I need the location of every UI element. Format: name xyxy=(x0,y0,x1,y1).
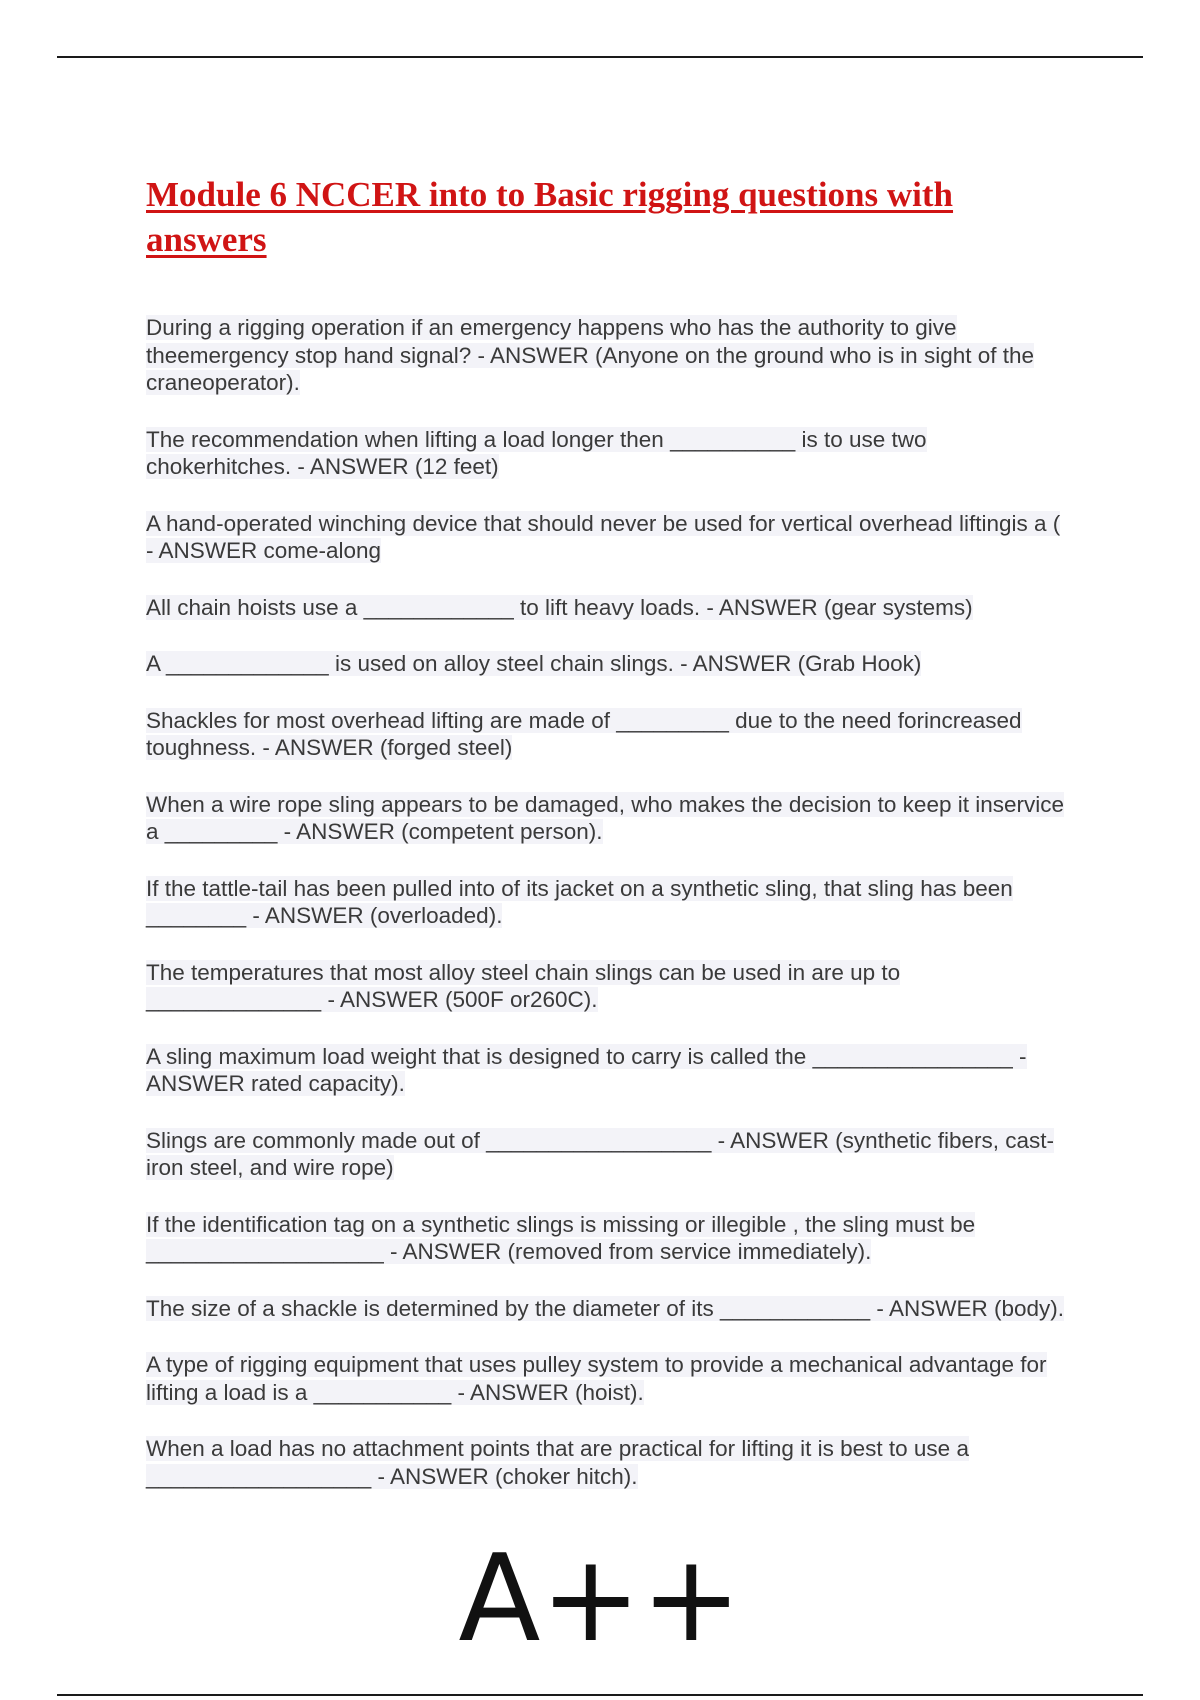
question-item xyxy=(146,594,1066,622)
question-item xyxy=(146,875,1066,930)
question-text: Shackles for most overhead lifting are made of _________ due to the need forincreased toughness. - ANSWER (forged steel) xyxy=(146,707,1022,760)
document-title: Module 6 NCCER into to Basic rigging questions with answers xyxy=(146,175,954,259)
question-text: The temperatures that most alloy steel chain slings can be used in are up to ______________ - ANSWER (500F or260C). xyxy=(146,959,901,1012)
question-text: If the tattle-tail has been pulled into of its jacket on a synthetic sling, that sling has been ________ - ANSWER (overloaded). xyxy=(146,875,1013,928)
question-item xyxy=(146,510,1066,565)
question-text: During a rigging operation if an emergency happens who has the authority to give theemergency stop hand signal? - ANSWER (Anyone on the ground who is in sight of the craneoperator). xyxy=(146,315,1035,395)
question-item xyxy=(146,426,1066,481)
question-text: A _____________ is used on alloy steel chain slings. - ANSWER (Grab Hook) xyxy=(146,651,922,676)
question-item xyxy=(146,1043,1066,1098)
question-text: If the identification tag on a synthetic slings is missing or illegible , the sling must be ___________________ - ANSWER (removed from service immediately). xyxy=(146,1211,976,1264)
question-text: Slings are commonly made out of __________________ - ANSWER (synthetic fibers, cast-iron steel, and wire rope) xyxy=(146,1127,1054,1180)
question-item xyxy=(146,1351,1066,1406)
question-item xyxy=(146,650,1066,678)
bottom-rule xyxy=(57,1694,1143,1696)
question-item xyxy=(146,1211,1066,1266)
grade-mark: A++ xyxy=(458,1530,742,1669)
question-item xyxy=(146,1127,1066,1182)
question-text: All chain hoists use a ____________ to lift heavy loads. - ANSWER (gear systems) xyxy=(146,594,973,620)
question-text: The recommendation when lifting a load longer then __________ is to use two chokerhitches. - ANSWER (12 feet) xyxy=(146,426,927,479)
question-list xyxy=(146,314,1066,1519)
question-text: A type of rigging equipment that uses pulley system to provide a mechanical advantage for lifting a load is a ___________ - ANSWER (hoist). xyxy=(146,1352,1047,1405)
question-text: A sling maximum load weight that is designed to carry is called the ________________ - ANSWER rated capacity). xyxy=(146,1043,1027,1096)
question-text: When a load has no attachment points that are practical for lifting it is best to use a __________________ - ANSWER (choker hitch). xyxy=(146,1436,969,1489)
question-item xyxy=(146,707,1066,762)
question-text: The size of a shackle is determined by the diameter of its ____________ - ANSWER (body). xyxy=(146,1295,1064,1321)
question-item xyxy=(146,791,1066,846)
top-rule xyxy=(57,56,1143,58)
question-item xyxy=(146,959,1066,1014)
question-item xyxy=(146,1435,1066,1490)
question-text: When a wire rope sling appears to be damaged, who makes the decision to keep it inservice a _________ - ANSWER (competent person). xyxy=(146,791,1065,844)
question-item xyxy=(146,1295,1066,1323)
question-item xyxy=(146,314,1066,397)
question-text: A hand-operated winching device that should never be used for vertical overhead liftingis a ( - ANSWER come-along xyxy=(146,510,1061,563)
